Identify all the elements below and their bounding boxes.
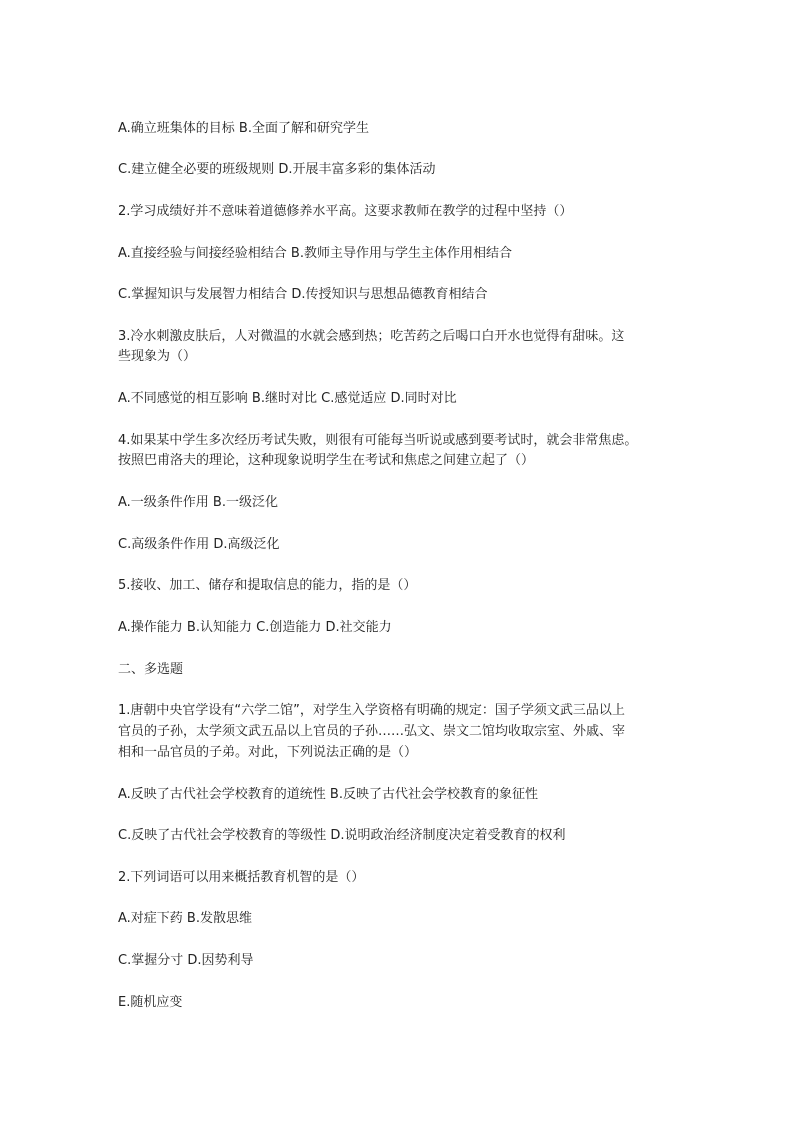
option-line: A.反映了古代社会学校教育的道统性 B.反映了古代社会学校教育的象征性 <box>118 787 538 802</box>
question-line: 4.如果某中学生多次经历考试失败，则很有可能每当听说或感到要考试时，就会非常焦虑。 <box>118 433 638 448</box>
question-line-continued: 按照巴甫洛夫的理论，这种现象说明学生在考试和焦虑之间建立起了（） <box>118 453 535 468</box>
option-line: C.掌握分寸 D.因势利导 <box>118 953 254 968</box>
question-line-continued: 官员的子孙，太学须文武五品以上官员的子孙……弘文、崇文二馆均收取宗室、外戚、宰 <box>118 724 626 739</box>
question-line: 1.唐朝中央官学设有“六学二馆”，对学生入学资格有明确的规定：国子学须文武三品以上 <box>118 703 625 718</box>
option-line: A.操作能力 B.认知能力 C.创造能力 D.社交能力 <box>118 620 392 635</box>
question-line: 3.冷水刺激皮肤后，人对微温的水就会感到热；吃苦药之后喝口白开水也觉得有甜味。这 <box>118 329 625 344</box>
option-line: C.高级条件作用 D.高级泛化 <box>118 537 280 552</box>
option-line: C.掌握知识与发展智力相结合 D.传授知识与思想品德教育相结合 <box>118 287 488 302</box>
question-line-continued: 相和一品官员的子弟。对此，下列说法正确的是（） <box>118 745 418 760</box>
question-line: 2.下列词语可以用来概括教育机智的是（） <box>118 870 365 885</box>
option-line: E.随机应变 <box>118 995 183 1010</box>
section-heading: 二、多选题 <box>118 662 184 677</box>
question-line: 2.学习成绩好并不意味着道德修养水平高。这要求教师在教学的过程中坚持（） <box>118 204 573 219</box>
option-line: C.反映了古代社会学校教育的等级性 D.说明政治经济制度决定着受教育的权利 <box>118 828 566 843</box>
option-line: A.一级条件作用 B.一级泛化 <box>118 495 278 510</box>
option-line: A.直接经验与间接经验相结合 B.教师主导作用与学生主体作用相结合 <box>118 246 512 261</box>
question-line-continued: 些现象为（） <box>118 349 197 364</box>
option-line: A.对症下药 B.发散思维 <box>118 911 252 926</box>
option-line: C.建立健全必要的班级规则 D.开展丰富多彩的集体活动 <box>118 162 436 177</box>
option-line: A.不同感觉的相互影响 B.继时对比 C.感觉适应 D.同时对比 <box>118 391 457 406</box>
question-line: 5.接收、加工、储存和提取信息的能力，指的是（） <box>118 578 417 593</box>
option-line: A.确立班集体的目标 B.全面了解和研究学生 <box>118 121 369 136</box>
